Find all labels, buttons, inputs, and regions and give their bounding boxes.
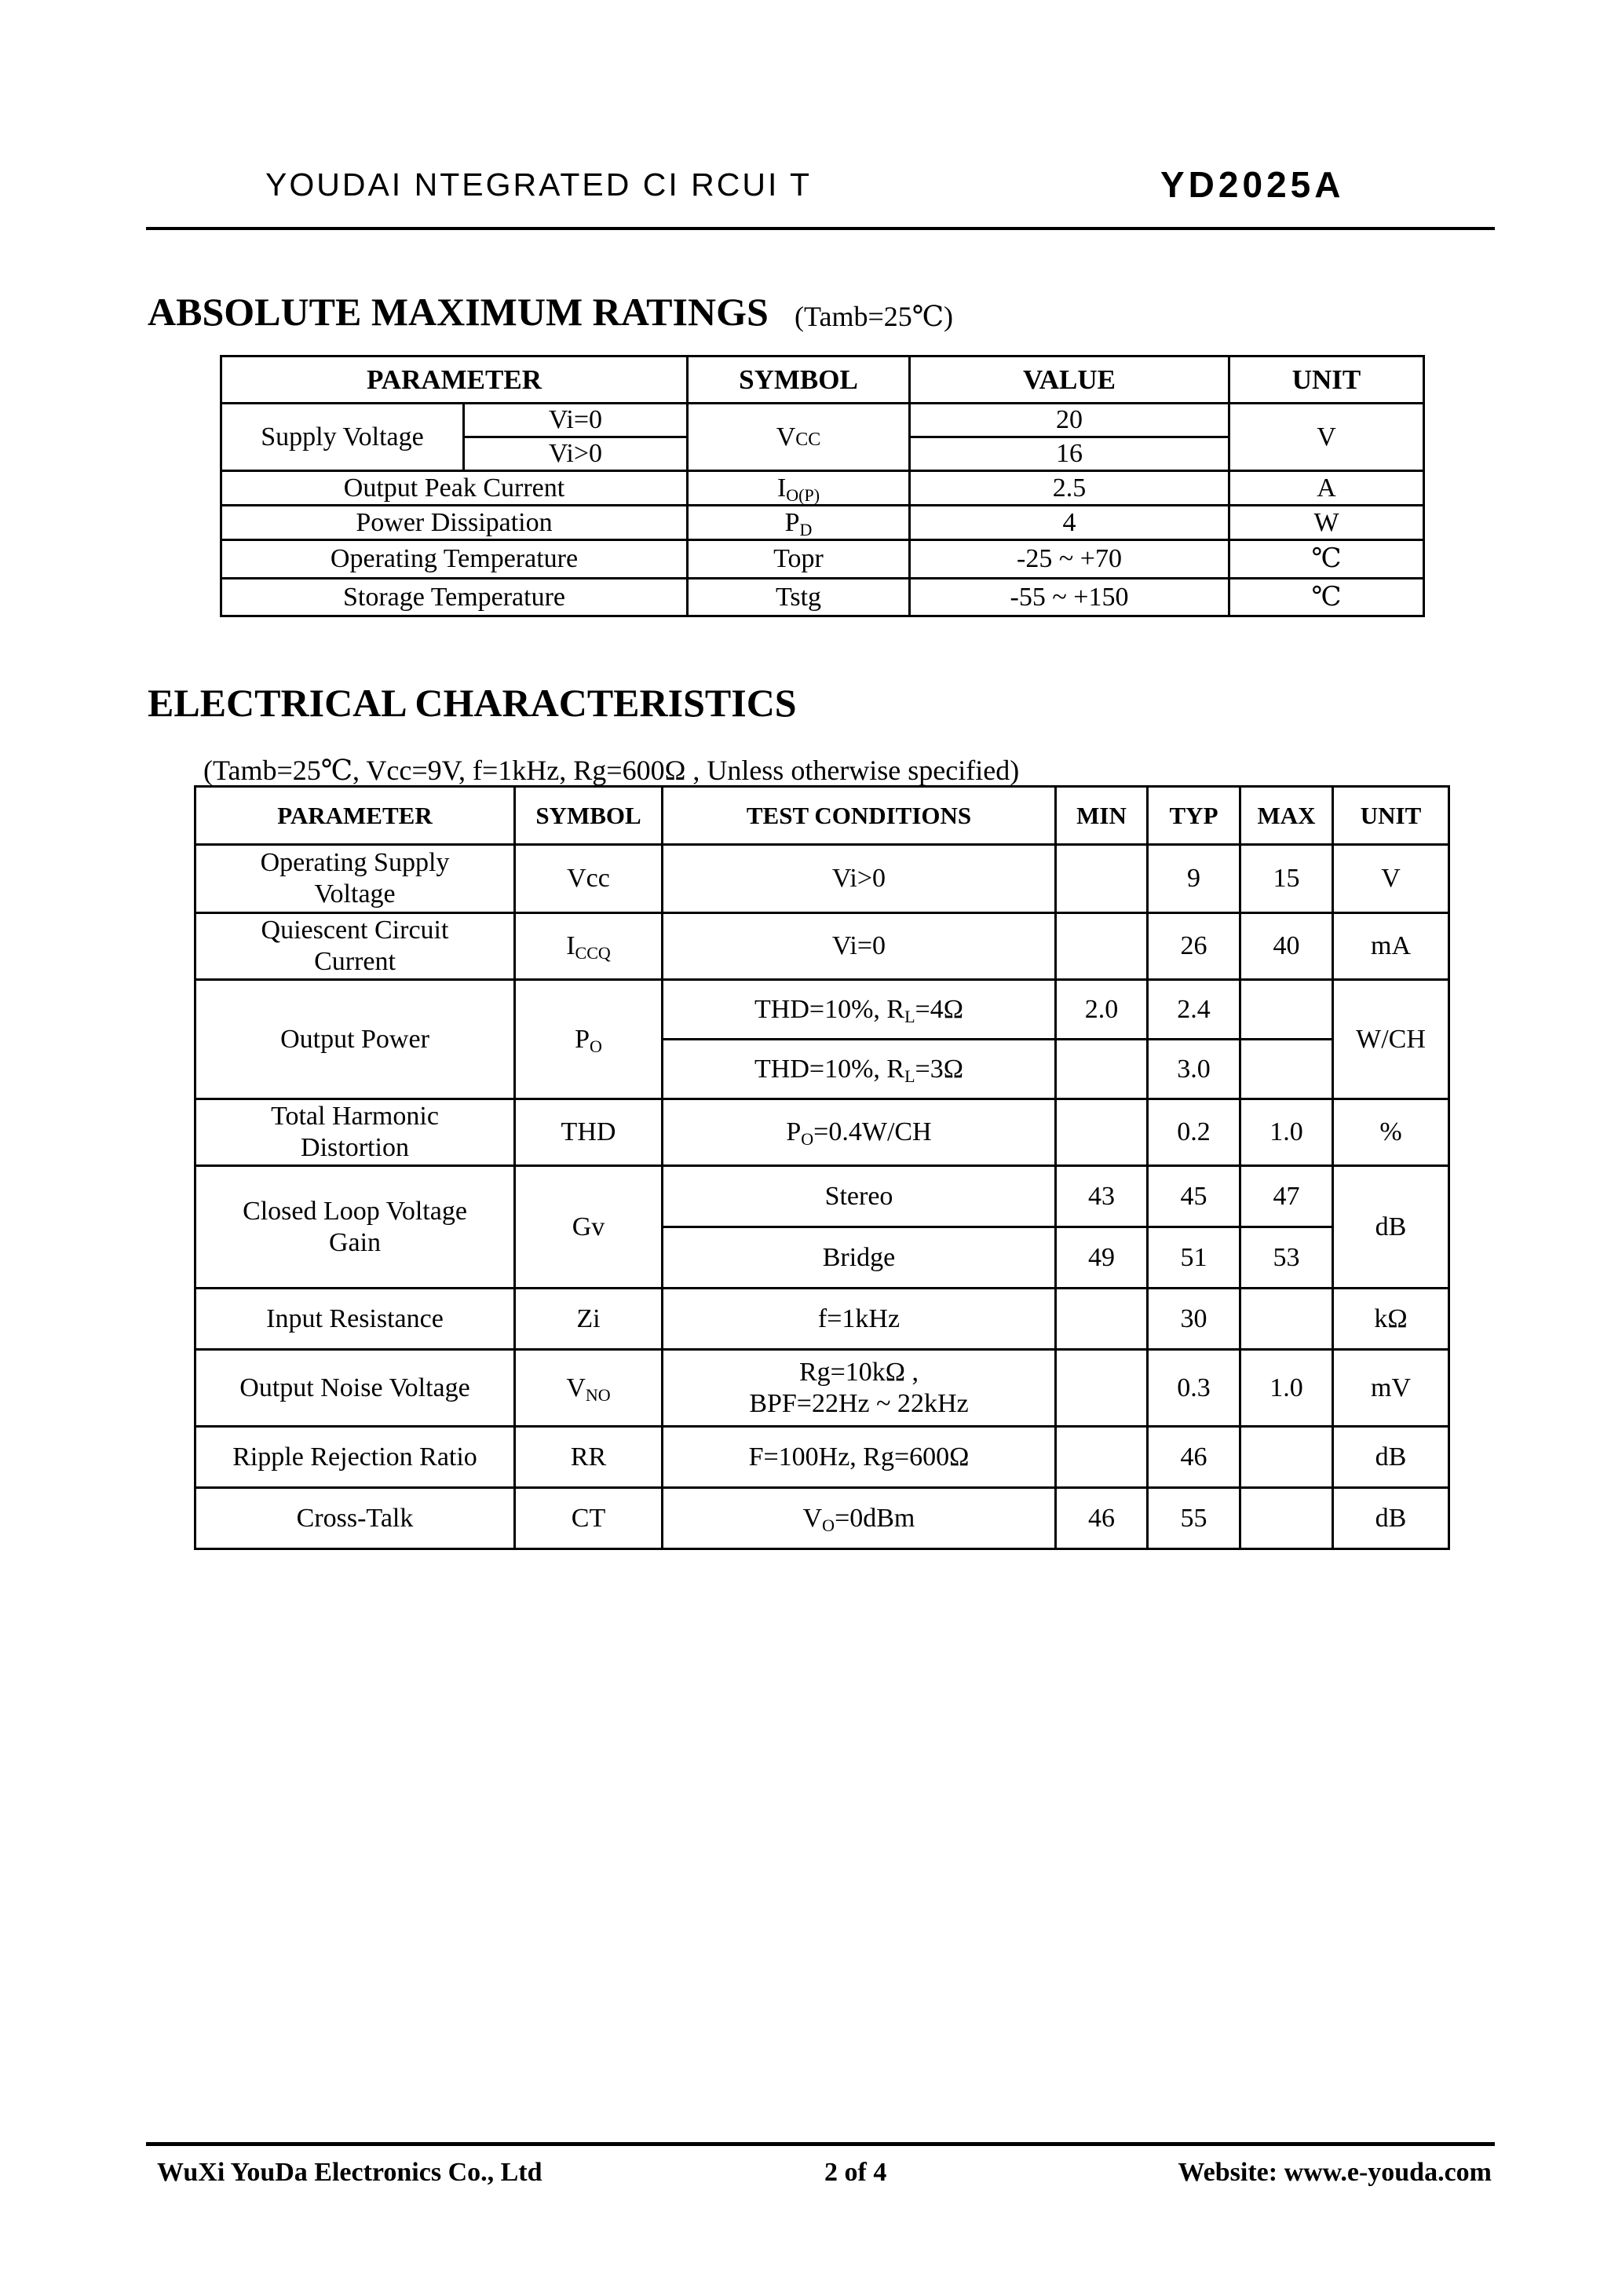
symbol-main: I	[776, 473, 787, 503]
amr-header-symbol: SYMBOL	[688, 356, 910, 404]
footer-page-number: 2 of 4	[824, 2158, 887, 2187]
ec-test: Stereo	[663, 1166, 1056, 1227]
ec-typ: 46	[1148, 1427, 1240, 1488]
ec-header-parameter: PARAMETER	[195, 787, 515, 845]
ec-min: 43	[1056, 1166, 1148, 1227]
ec-min	[1056, 845, 1148, 913]
test-text: =3Ω	[915, 1054, 963, 1084]
symbol-sub: D	[799, 519, 813, 539]
ec-unit: dB	[1333, 1166, 1449, 1289]
ec-test	[663, 980, 1056, 1040]
amr-table	[220, 355, 1425, 617]
ec-test	[663, 1350, 1056, 1427]
ec-max	[1240, 1040, 1333, 1099]
supply-value-2: 16	[910, 437, 1229, 471]
ec-typ: 9	[1148, 845, 1240, 913]
supply-unit: V	[1229, 404, 1424, 471]
amr-symbol	[688, 506, 910, 540]
ec-header-row	[195, 787, 1449, 845]
param-line-1: Closed Loop Voltage	[243, 1196, 467, 1226]
ec-header-max: MAX	[1240, 787, 1333, 845]
ec-unit: dB	[1333, 1488, 1449, 1549]
test-sub: L	[904, 1066, 915, 1086]
supply-value-1: 20	[910, 404, 1229, 437]
ec-header-symbol: SYMBOL	[515, 787, 663, 845]
amr-value: -25 ~ +70	[910, 540, 1229, 579]
test-sub: O	[822, 1515, 835, 1535]
ec-max	[1240, 980, 1333, 1040]
ec-typ: 0.2	[1148, 1099, 1240, 1166]
ec-test	[663, 1040, 1056, 1099]
amr-header-parameter: PARAMETER	[221, 356, 688, 404]
amr-symbol: Tstg	[688, 579, 910, 616]
ec-param	[195, 845, 515, 913]
test-text: P	[786, 1117, 802, 1146]
ec-test	[663, 1099, 1056, 1166]
amr-title: ABSOLUTE MAXIMUM RATINGS	[148, 290, 769, 334]
table-row	[221, 579, 1424, 616]
amr-header-row	[221, 356, 1424, 404]
ec-title: ELECTRICAL CHARACTERISTICS	[148, 681, 797, 725]
amr-unit: W	[1229, 506, 1424, 540]
ec-condition: (Tamb=25℃, Vcc=9V, f=1kHz, Rg=600Ω , Unless otherwise specified)	[203, 755, 1020, 786]
ec-unit: W/CH	[1333, 980, 1449, 1099]
ec-max	[1240, 1427, 1333, 1488]
ec-min	[1056, 1350, 1148, 1427]
ec-header-test: TEST CONDITIONS	[663, 787, 1056, 845]
ec-min: 46	[1056, 1488, 1148, 1549]
ec-typ: 51	[1148, 1227, 1240, 1289]
param-line-1: Operating Supply	[260, 848, 450, 877]
ec-max	[1240, 1488, 1333, 1549]
ec-min	[1056, 1040, 1148, 1099]
ec-symbol: Vcc	[515, 845, 663, 913]
footer-rule	[146, 2142, 1495, 2146]
param-line-1: Quiescent Circuit	[261, 916, 449, 945]
ec-typ: 45	[1148, 1166, 1240, 1227]
ec-typ: 0.3	[1148, 1350, 1240, 1427]
ec-symbol: THD	[515, 1099, 663, 1166]
ec-param	[195, 913, 515, 980]
symbol-main: I	[566, 931, 575, 960]
param-line-2: Current	[314, 947, 396, 976]
ec-typ: 3.0	[1148, 1040, 1240, 1099]
supply-cond-1: Vi=0	[464, 404, 688, 437]
amr-unit: ℃	[1229, 540, 1424, 579]
ec-header-typ: TYP	[1148, 787, 1240, 845]
amr-unit: A	[1229, 471, 1424, 506]
footer-website: Website: www.e-youda.com	[1178, 2158, 1492, 2187]
amr-symbol	[688, 471, 910, 506]
ec-param: Ripple Rejection Ratio	[195, 1427, 515, 1488]
ec-unit: kΩ	[1333, 1289, 1449, 1350]
header-part-number: YD2025A	[1160, 164, 1345, 205]
symbol-sub: O	[590, 1036, 602, 1056]
ec-symbol: Zi	[515, 1289, 663, 1350]
test-sub: L	[904, 1006, 915, 1026]
supply-symbol-text: Vcc	[776, 422, 821, 452]
table-row	[195, 1350, 1449, 1427]
ec-max	[1240, 1289, 1333, 1350]
ec-header-min: MIN	[1056, 787, 1148, 845]
param-line-1: Total Harmonic	[271, 1102, 439, 1131]
symbol-main: V	[566, 1373, 586, 1402]
ec-symbol	[515, 980, 663, 1099]
test-text: THD=10%, R	[754, 1054, 905, 1084]
ec-test: Vi=0	[663, 913, 1056, 980]
ec-unit: %	[1333, 1099, 1449, 1166]
test-text: V	[802, 1503, 823, 1533]
ec-max: 53	[1240, 1227, 1333, 1289]
ec-min: 2.0	[1056, 980, 1148, 1040]
ec-max: 1.0	[1240, 1350, 1333, 1427]
test-text: =0dBm	[835, 1503, 915, 1533]
test-line-2: BPF=22Hz ~ 22kHz	[749, 1388, 969, 1418]
header-company: YOUDAI NTEGRATED CI RCUI T	[265, 166, 813, 203]
symbol-sub: O(P)	[786, 484, 820, 505]
table-row	[195, 845, 1449, 913]
ec-param	[195, 1099, 515, 1166]
ec-test: Bridge	[663, 1227, 1056, 1289]
test-line-1: Rg=10kΩ ,	[798, 1357, 919, 1387]
amr-unit: ℃	[1229, 579, 1424, 616]
amr-value: -55 ~ +150	[910, 579, 1229, 616]
ec-max: 40	[1240, 913, 1333, 980]
test-text: =4Ω	[915, 994, 963, 1024]
param-line-2: Voltage	[314, 879, 396, 909]
ec-typ: 26	[1148, 913, 1240, 980]
ec-param: Input Resistance	[195, 1289, 515, 1350]
ec-test: F=100Hz, Rg=600Ω	[663, 1427, 1056, 1488]
table-row	[195, 1289, 1449, 1350]
table-row	[195, 1488, 1449, 1549]
ec-param: Output Noise Voltage	[195, 1350, 515, 1427]
test-text: THD=10%, R	[754, 994, 905, 1024]
ec-min	[1056, 1289, 1148, 1350]
amr-param: Operating Temperature	[221, 540, 688, 579]
ec-min: 49	[1056, 1227, 1148, 1289]
ec-max: 15	[1240, 845, 1333, 913]
table-row	[195, 1099, 1449, 1166]
ec-test	[663, 1488, 1056, 1549]
ec-unit: mV	[1333, 1350, 1449, 1427]
amr-param: Storage Temperature	[221, 579, 688, 616]
ec-min	[1056, 1099, 1148, 1166]
ec-symbol	[515, 1350, 663, 1427]
ec-symbol: CT	[515, 1488, 663, 1549]
amr-param: Output Peak Current	[221, 471, 688, 506]
ec-test: Vi>0	[663, 845, 1056, 913]
amr-condition: (Tamb=25℃)	[795, 301, 954, 332]
ec-param: Output Power	[195, 980, 515, 1099]
amr-value: 2.5	[910, 471, 1229, 506]
amr-header-value: VALUE	[910, 356, 1229, 404]
ec-param	[195, 1166, 515, 1289]
ec-typ: 55	[1148, 1488, 1240, 1549]
param-line-2: Distortion	[301, 1133, 409, 1162]
table-row	[221, 506, 1424, 540]
symbol-sub: CCQ	[575, 943, 611, 963]
amr-param: Power Dissipation	[221, 506, 688, 540]
ec-symbol: RR	[515, 1427, 663, 1488]
ec-unit: mA	[1333, 913, 1449, 980]
ec-symbol: Gv	[515, 1166, 663, 1289]
ec-param: Cross-Talk	[195, 1488, 515, 1549]
amr-symbol: Topr	[688, 540, 910, 579]
test-sub: O	[801, 1129, 814, 1149]
ec-typ: 2.4	[1148, 980, 1240, 1040]
ec-test: f=1kHz	[663, 1289, 1056, 1350]
symbol-main: P	[575, 1024, 590, 1054]
ec-max: 1.0	[1240, 1099, 1333, 1166]
ec-table	[194, 785, 1450, 1550]
table-row	[221, 404, 1424, 437]
supply-voltage-label: Supply Voltage	[221, 404, 464, 471]
ec-header-unit: UNIT	[1333, 787, 1449, 845]
param-line-2: Gain	[328, 1227, 382, 1257]
symbol-main: P	[784, 507, 800, 537]
ec-symbol	[515, 913, 663, 980]
test-text: =0.4W/CH	[813, 1117, 932, 1146]
symbol-sub: NO	[585, 1384, 611, 1405]
table-row	[221, 471, 1424, 506]
table-row	[195, 980, 1449, 1040]
supply-symbol	[688, 404, 910, 471]
ec-max: 47	[1240, 1166, 1333, 1227]
ec-min	[1056, 913, 1148, 980]
table-row	[195, 1427, 1449, 1488]
table-row	[195, 913, 1449, 980]
amr-header-unit: UNIT	[1229, 356, 1424, 404]
ec-min	[1056, 1427, 1148, 1488]
ec-typ: 30	[1148, 1289, 1240, 1350]
supply-cond-2: Vi>0	[464, 437, 688, 471]
table-row	[221, 540, 1424, 579]
table-row	[195, 1166, 1449, 1227]
header-rule	[146, 227, 1495, 230]
ec-unit: dB	[1333, 1427, 1449, 1488]
footer-company: WuXi YouDa Electronics Co., Ltd	[157, 2158, 542, 2187]
amr-value: 4	[910, 506, 1229, 540]
ec-unit: V	[1333, 845, 1449, 913]
